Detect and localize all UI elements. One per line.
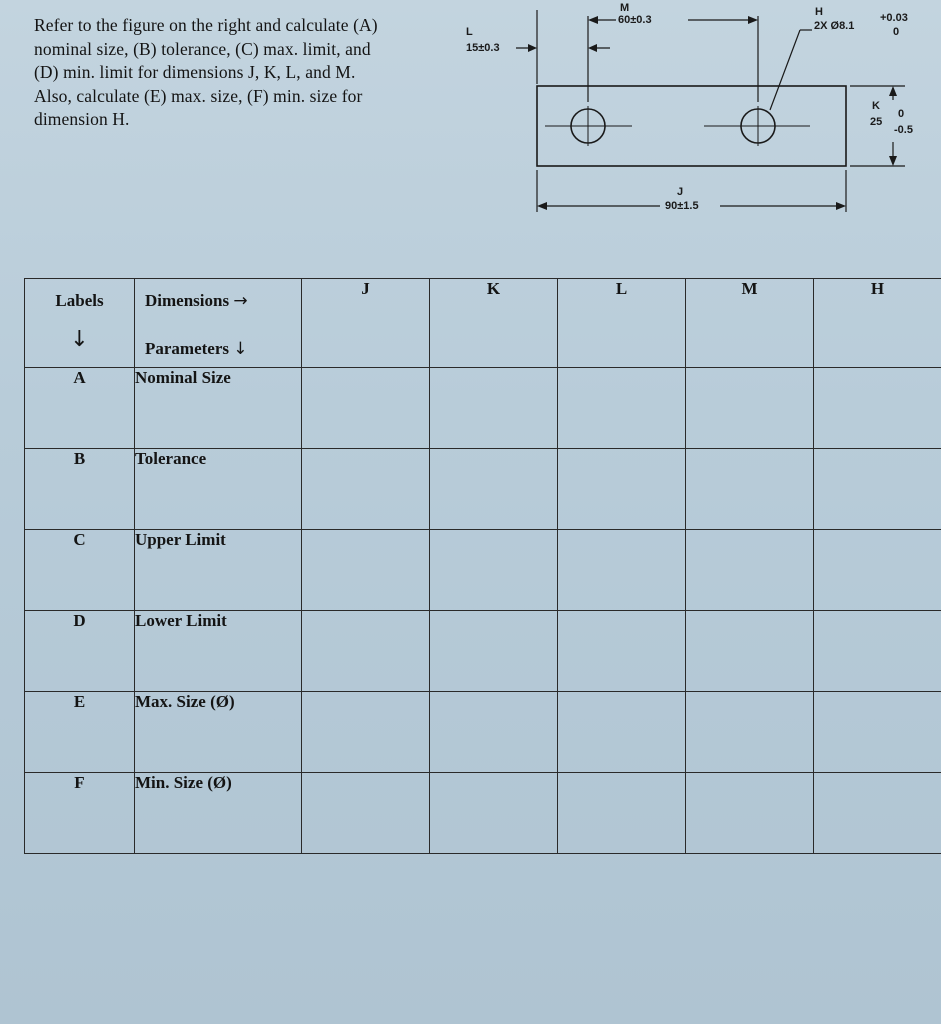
answer-cell[interactable] bbox=[686, 368, 814, 449]
answer-cell[interactable] bbox=[430, 368, 558, 449]
answer-cell[interactable] bbox=[686, 692, 814, 773]
down-arrow-icon: ↓ bbox=[70, 327, 89, 352]
row-parameter: Nominal Size bbox=[135, 368, 302, 449]
answer-cell[interactable] bbox=[686, 530, 814, 611]
header-dimensions-cell bbox=[135, 279, 302, 368]
row-parameter: Upper Limit bbox=[135, 530, 302, 611]
column-header-l: L bbox=[558, 279, 686, 368]
dim-l-value: 15±0.3 bbox=[466, 42, 500, 54]
dim-h-value: 2X Ø8.1 bbox=[814, 20, 855, 32]
dim-k-label: K bbox=[872, 100, 880, 112]
row-parameter: Max. Size (Ø) bbox=[135, 692, 302, 773]
dim-h-label: H bbox=[815, 6, 823, 18]
problem-line: dimension H. bbox=[34, 109, 130, 129]
answer-cell[interactable] bbox=[814, 692, 941, 773]
answer-cell[interactable] bbox=[814, 449, 941, 530]
dim-h-upper: +0.03 bbox=[880, 12, 908, 24]
row-label: F bbox=[25, 773, 135, 854]
answer-cell[interactable] bbox=[430, 449, 558, 530]
answer-cell[interactable] bbox=[686, 611, 814, 692]
answer-cell[interactable] bbox=[558, 692, 686, 773]
problem-line: nominal size, (B) tolerance, (C) max. limit, and bbox=[34, 38, 371, 59]
answer-cell[interactable] bbox=[558, 368, 686, 449]
answer-cell[interactable] bbox=[558, 530, 686, 611]
table-row bbox=[25, 530, 941, 611]
row-label: D bbox=[25, 611, 135, 692]
answer-cell[interactable] bbox=[302, 773, 430, 854]
table-row bbox=[25, 449, 941, 530]
row-label: E bbox=[25, 692, 135, 773]
column-header-k: K bbox=[430, 279, 558, 368]
dim-k-upper: 0 bbox=[898, 108, 905, 120]
table-row bbox=[25, 611, 941, 692]
table-row bbox=[25, 692, 941, 773]
right-arrow-icon: → bbox=[233, 291, 248, 311]
column-header-h: H bbox=[814, 279, 941, 368]
row-label: C bbox=[25, 530, 135, 611]
answer-cell[interactable] bbox=[302, 530, 430, 611]
answer-table-wrapper bbox=[24, 278, 941, 858]
answer-cell[interactable] bbox=[430, 611, 558, 692]
dim-m-value: 60±0.3 bbox=[618, 14, 652, 26]
answer-cell[interactable] bbox=[686, 773, 814, 854]
answer-cell[interactable] bbox=[814, 611, 941, 692]
row-label: A bbox=[25, 368, 135, 449]
answer-cell[interactable] bbox=[814, 368, 941, 449]
answer-cell[interactable] bbox=[814, 773, 941, 854]
answer-cell[interactable] bbox=[558, 449, 686, 530]
problem-line: Also, calculate (E) max. size, (F) min. size for bbox=[34, 85, 363, 106]
column-header-m: M bbox=[686, 279, 814, 368]
dim-j-label: J bbox=[677, 186, 684, 198]
answer-cell[interactable] bbox=[430, 773, 558, 854]
dim-k-value: 25 bbox=[870, 116, 883, 128]
table-row bbox=[25, 368, 941, 449]
table-row bbox=[25, 773, 941, 854]
column-header-j: J bbox=[302, 279, 430, 368]
dim-l-label: L bbox=[466, 26, 473, 38]
table-header-row bbox=[25, 279, 941, 368]
answer-cell[interactable] bbox=[302, 692, 430, 773]
dim-m-label: M bbox=[620, 2, 630, 14]
row-parameter: Lower Limit bbox=[135, 611, 302, 692]
row-label: B bbox=[25, 449, 135, 530]
answer-cell[interactable] bbox=[814, 530, 941, 611]
header-labels-cell bbox=[25, 279, 135, 368]
answer-cell[interactable] bbox=[558, 611, 686, 692]
row-parameter: Min. Size (Ø) bbox=[135, 773, 302, 854]
answer-cell[interactable] bbox=[430, 530, 558, 611]
answer-cell[interactable] bbox=[302, 611, 430, 692]
row-parameter: Tolerance bbox=[135, 449, 302, 530]
answer-cell[interactable] bbox=[558, 773, 686, 854]
answer-cell[interactable] bbox=[302, 368, 430, 449]
problem-line: Refer to the figure on the right and calculate (A) bbox=[34, 15, 378, 35]
part-drawing bbox=[0, 0, 941, 270]
dim-h-lower: 0 bbox=[893, 26, 900, 38]
answer-cell[interactable] bbox=[686, 449, 814, 530]
dimensions-header: Dimensions bbox=[145, 291, 230, 310]
parameters-header: Parameters bbox=[145, 339, 230, 358]
dim-k-lower: -0.5 bbox=[894, 124, 913, 136]
answer-table bbox=[24, 278, 941, 854]
down-arrow-icon: ↓ bbox=[233, 339, 248, 359]
dim-j-value: 90±1.5 bbox=[665, 200, 699, 212]
problem-line: (D) min. limit for dimensions J, K, L, and M. bbox=[34, 62, 356, 82]
answer-cell[interactable] bbox=[302, 449, 430, 530]
answer-cell[interactable] bbox=[430, 692, 558, 773]
labels-header: Labels bbox=[55, 291, 104, 310]
